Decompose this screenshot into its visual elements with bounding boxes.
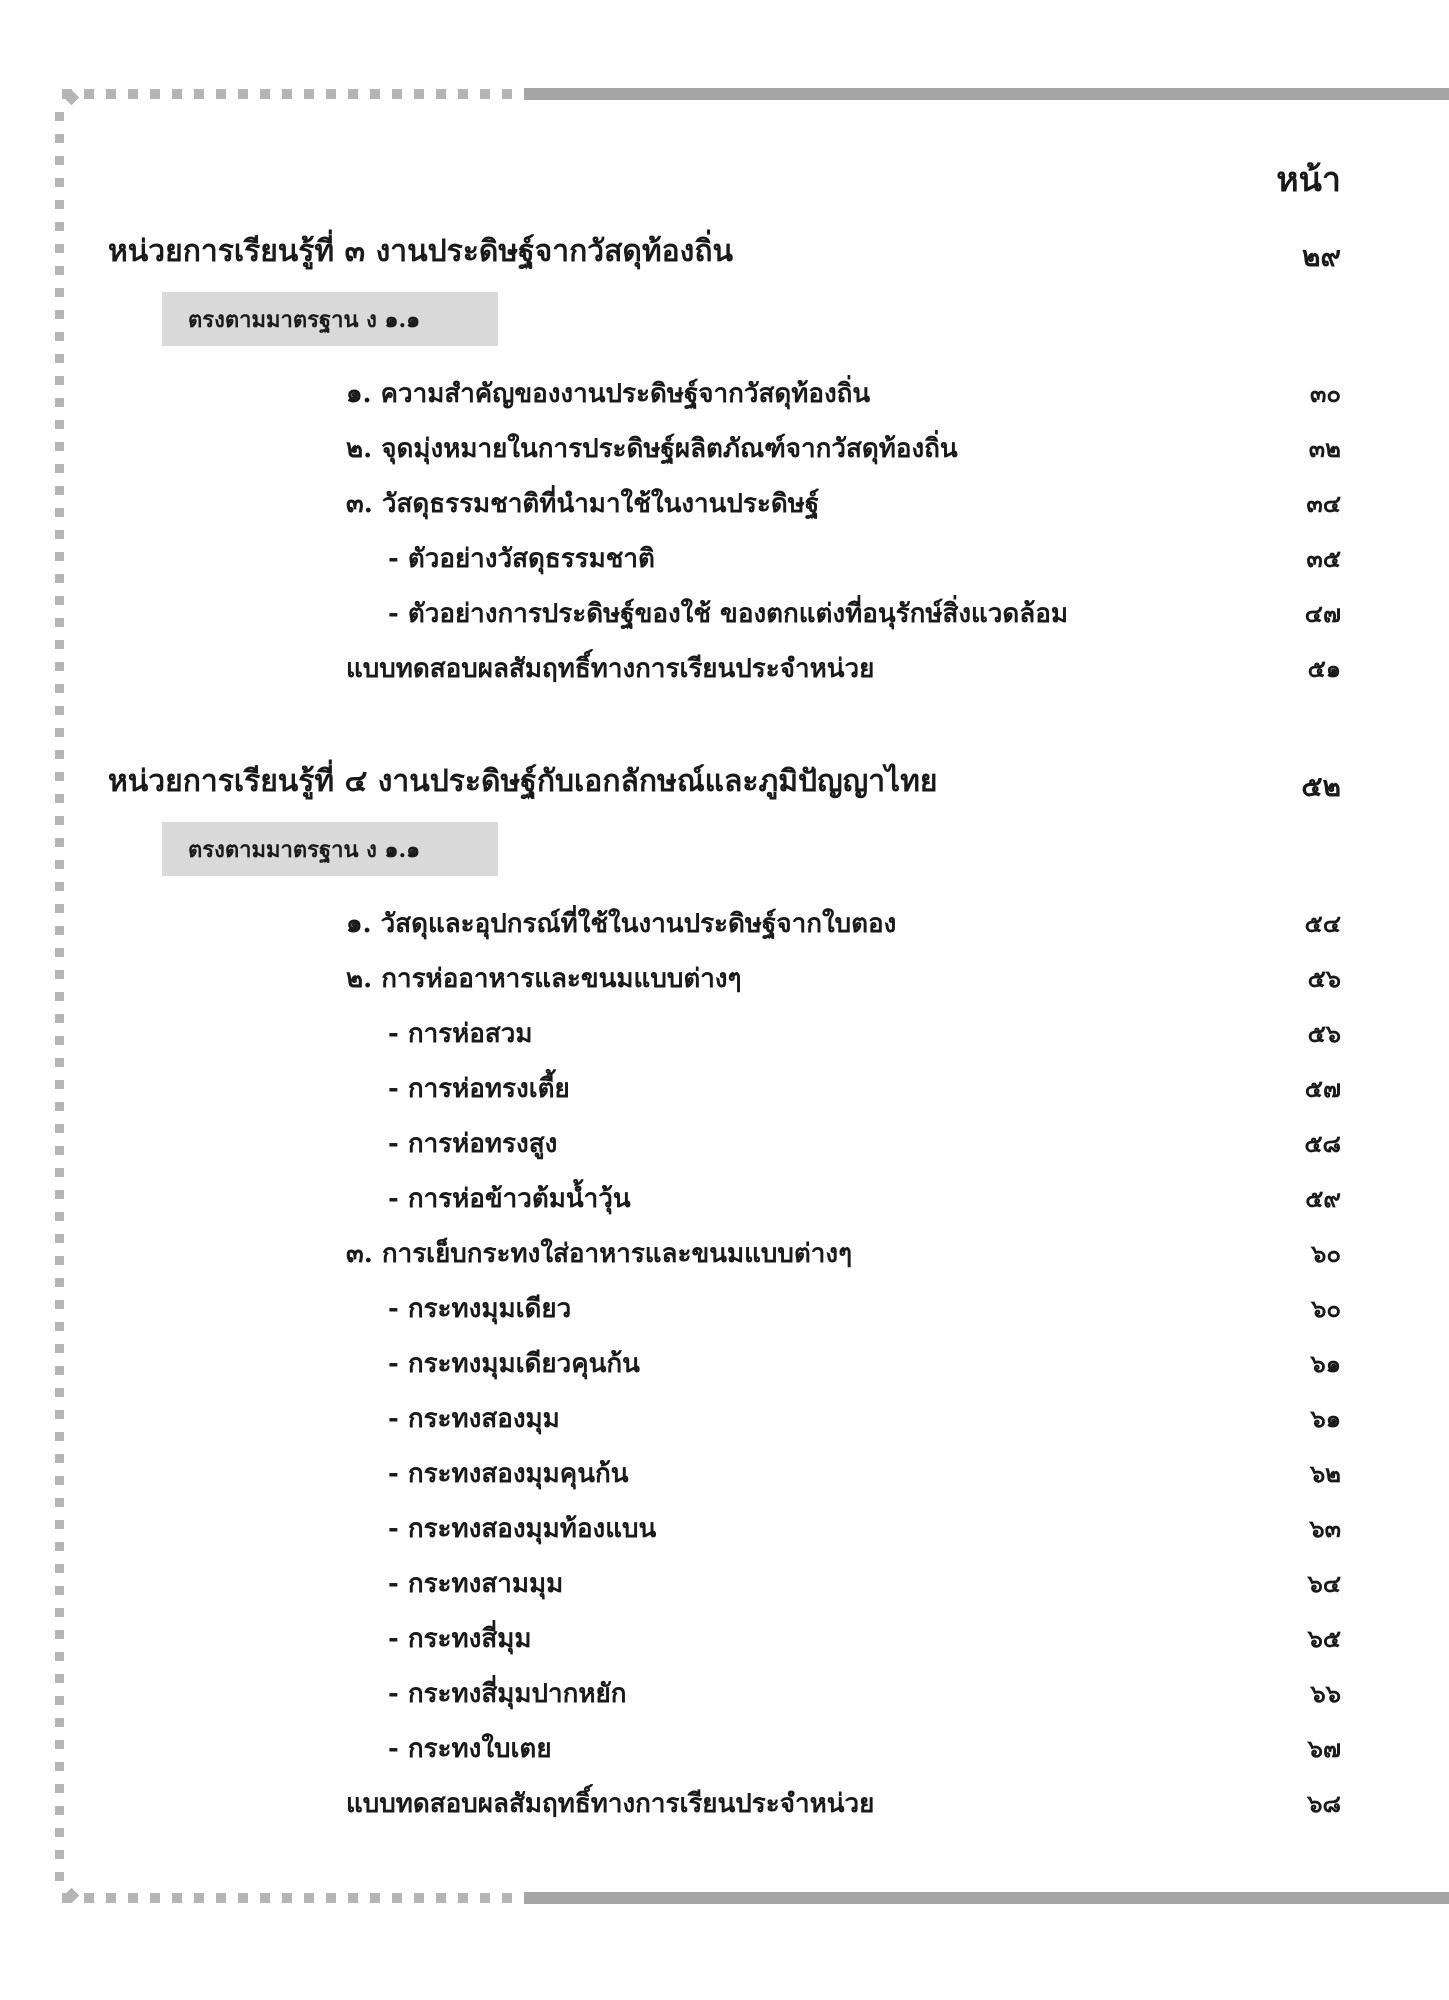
toc-item-page: ๖๗ <box>1307 1733 1341 1763</box>
unit-title: หน่วยการเรียนรู้ที่ ๔ งานประดิษฐ์กับเอกลักษณ์และภูมิปัญญาไทย <box>108 764 938 799</box>
toc-item-text: - กระทงสี่มุม <box>388 1623 532 1654</box>
toc-item-page: ๓๒ <box>1308 433 1341 463</box>
toc-item-text: แบบทดสอบผลสัมฤทธิ์ทางการเรียนประจำหน่วย <box>346 1788 875 1819</box>
toc-item-text: - ตัวอย่างการประดิษฐ์ของใช้ ของตกแต่งที่อนุรักษ์สิ่งแวดล้อม <box>388 598 1068 629</box>
toc-item-page: ๕๘ <box>1304 1128 1341 1158</box>
toc-item <box>346 483 1341 523</box>
toc-subitem <box>388 1453 1341 1493</box>
toc-item-page: ๖๐ <box>1311 1293 1341 1323</box>
frame-top-border <box>62 88 1449 100</box>
toc-subitem <box>388 1673 1341 1713</box>
toc-item-page: ๔๗ <box>1304 598 1341 628</box>
toc-subitem <box>388 1508 1341 1548</box>
toc-subitem <box>388 1123 1341 1163</box>
toc-item-page: ๖๑ <box>1310 1403 1341 1433</box>
toc-subitem <box>388 1068 1341 1108</box>
page-column-heading: หน้า <box>1276 160 1341 200</box>
toc-item <box>346 1233 1341 1273</box>
toc-item-page: ๖๓ <box>1309 1513 1341 1543</box>
toc-item-text: - การห่อทรงเตี้ย <box>388 1073 570 1104</box>
toc-item <box>346 903 1341 943</box>
toc-item-text: - กระทงใบเตย <box>388 1733 552 1764</box>
toc-item-text: ๒. การห่ออาหารและขนมแบบต่างๆ <box>346 963 742 994</box>
unit-page-number: ๕๒ <box>1301 770 1341 803</box>
toc-item <box>346 958 1341 998</box>
toc-subitem <box>388 1178 1341 1218</box>
frame-dotted-segment <box>62 89 522 99</box>
unit-title: หน่วยการเรียนรู้ที่ ๓ งานประดิษฐ์จากวัสดุท้องถิ่น <box>108 234 733 269</box>
toc-item <box>346 1783 1341 1823</box>
toc-subitem <box>388 593 1341 633</box>
toc-item-text: - การห่อทรงสูง <box>388 1128 558 1159</box>
toc-item-text: - ตัวอย่างวัสดุธรรมชาติ <box>388 543 655 574</box>
toc-item-page: ๖๘ <box>1307 1788 1341 1818</box>
toc-subitem <box>388 1343 1341 1383</box>
toc-item-page: ๓๔ <box>1306 488 1341 518</box>
unit-page-number: ๒๙ <box>1302 240 1341 273</box>
toc-item-text: - กระทงสองมุมคุนก้น <box>388 1458 629 1489</box>
toc-item-page: ๕๗ <box>1304 1073 1341 1103</box>
toc-item-page: ๖๔ <box>1307 1568 1341 1598</box>
toc-item-page: ๕๑ <box>1307 653 1341 683</box>
toc-item-text: - กระทงมุมเดียวคุนก้น <box>388 1348 640 1379</box>
toc-subitem <box>388 1618 1341 1658</box>
toc-subitem <box>388 1288 1341 1328</box>
toc-item <box>346 428 1341 468</box>
standard-badge: ตรงตามมาตรฐาน ง ๑.๑ <box>162 292 498 346</box>
toc-item-page: ๖๖ <box>1310 1678 1341 1708</box>
toc-item-text: - กระทงสองมุมท้องแบน <box>388 1513 657 1544</box>
toc-item-text: - กระทงมุมเดียว <box>388 1293 572 1324</box>
toc-item-page: ๖๕ <box>1307 1623 1341 1653</box>
toc-item-text: แบบทดสอบผลสัมฤทธิ์ทางการเรียนประจำหน่วย <box>346 653 875 684</box>
toc-item-page: ๕๙ <box>1305 1183 1341 1213</box>
frame-solid-bar <box>524 88 1449 100</box>
toc-subitem <box>388 1728 1341 1768</box>
toc-subitem <box>388 538 1341 578</box>
toc-subitem <box>388 1398 1341 1438</box>
toc-item <box>346 373 1341 413</box>
toc-item-page: ๓๐ <box>1309 378 1341 408</box>
frame-bottom-border <box>62 1892 1449 1904</box>
frame-solid-bar <box>524 1892 1449 1904</box>
toc-item-text: ๓. วัสดุธรรมชาติที่นำมาใช้ในงานประดิษฐ์ <box>346 488 820 519</box>
standard-badge: ตรงตามมาตรฐาน ง ๑.๑ <box>162 822 498 876</box>
frame-left-border <box>55 112 64 1882</box>
toc-item-text: - กระทงสองมุม <box>388 1403 560 1434</box>
toc-item-page: ๓๕ <box>1306 543 1341 573</box>
toc-item-text: ๓. การเย็บกระทงใส่อาหารและขนมแบบต่างๆ <box>346 1238 853 1269</box>
toc-item-page: ๖๑ <box>1310 1348 1341 1378</box>
toc-item-text: - การห่อสวม <box>388 1018 533 1049</box>
toc-item-page: ๖๐ <box>1311 1238 1341 1268</box>
toc-item-page: ๖๒ <box>1309 1458 1341 1488</box>
toc-subitem <box>388 1563 1341 1603</box>
toc-item-page: ๕๖ <box>1307 963 1341 993</box>
toc-item-text: ๒. จุดมุ่งหมายในการประดิษฐ์ผลิตภัณฑ์จากวัสดุท้องถิ่น <box>346 433 958 464</box>
toc-item-text: - กระทงสามมุม <box>388 1568 564 1599</box>
toc-item-page: ๕๔ <box>1304 908 1341 938</box>
frame-dotted-segment <box>62 1893 522 1903</box>
toc-item <box>346 648 1341 688</box>
toc-item-text: - กระทงสี่มุมปากหยัก <box>388 1678 627 1709</box>
toc-item-text: ๑. วัสดุและอุปกรณ์ที่ใช้ในงานประดิษฐ์จากใบตอง <box>346 908 897 939</box>
toc-subitem <box>388 1013 1341 1053</box>
toc-item-text: ๑. ความสำคัญของงานประดิษฐ์จากวัสดุท้องถิ่น <box>346 378 871 409</box>
toc-item-text: - การห่อข้าวต้มน้ำวุ้น <box>388 1183 631 1214</box>
toc-item-page: ๕๖ <box>1307 1018 1341 1048</box>
